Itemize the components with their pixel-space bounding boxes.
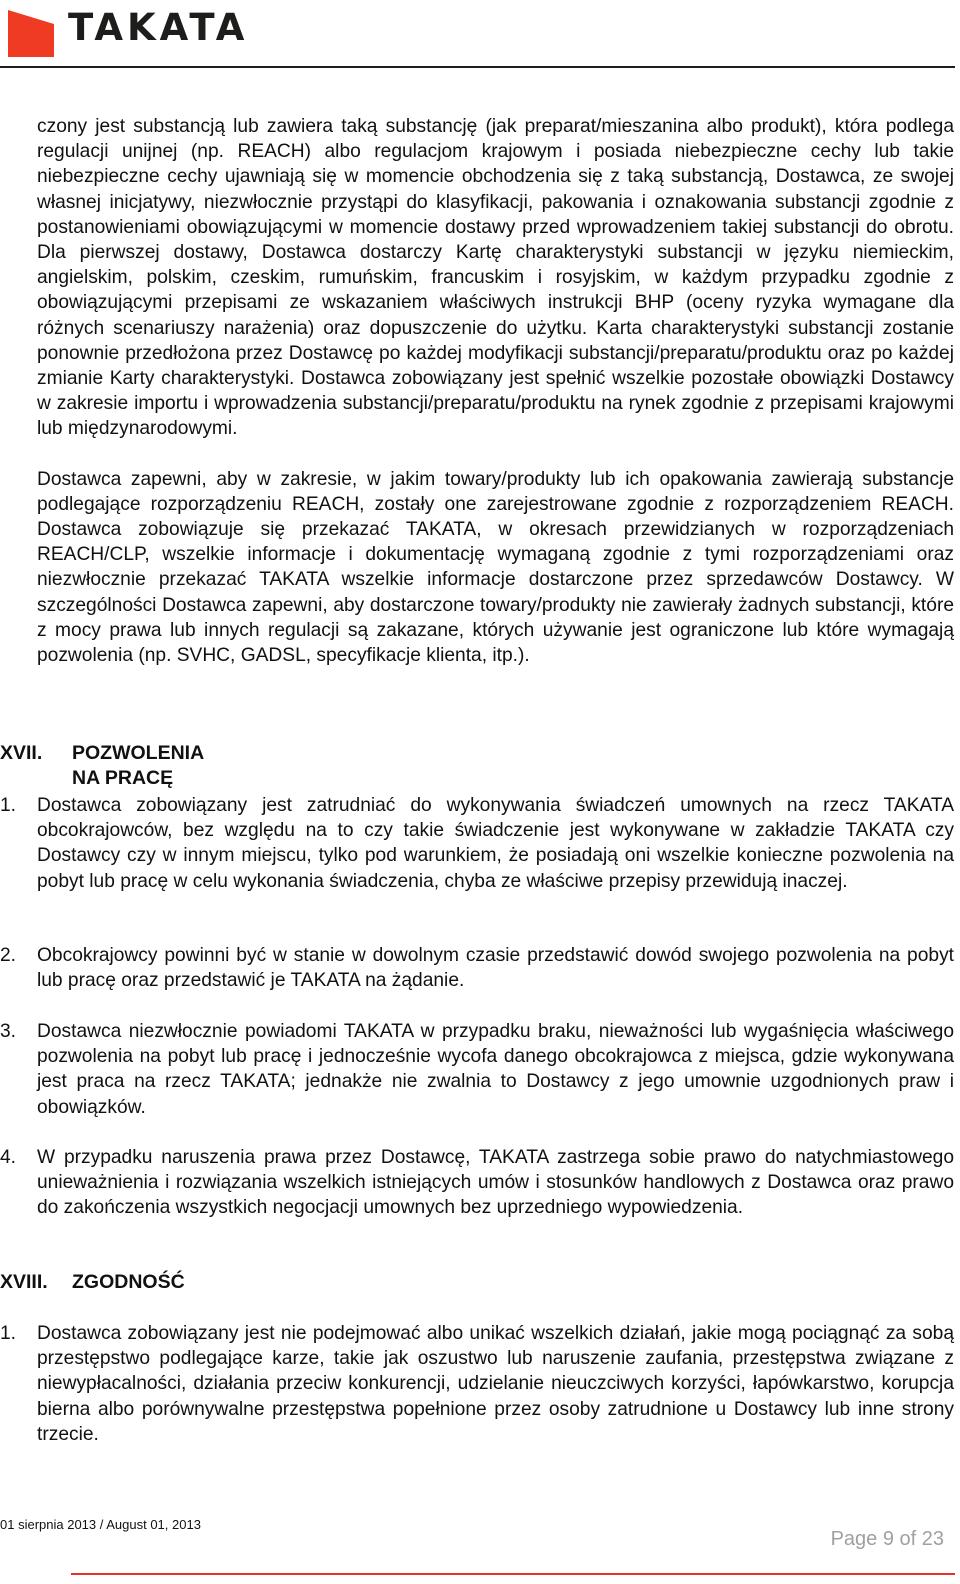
header-divider <box>0 66 955 68</box>
paragraph-reach-registration: Dostawca zapewni, aby w zakresie, w jakim towary/produkty lub ich opakowania zawierają substancje podlegające rozporządzeniu REACH, zostały one zarejestrowane zgodnie z rozporządzeniem REACH. Dostawca zobowiązuje się przekazać TAKATA, w okresach przewidzianych w rozporządzeniach REACH/CLP, wszelkie informacje i dokumentację wymaganą zgodnie z tymi rozporządzeniami oraz niezwłocznie przekazać TAKATA wszelkie informacje dostarczone przez sprzedawców Dostawcy. W szczególności Dostawca zapewni, aby dostarczone towary/produkty nie zawierały żadnych substancji, które z mocy prawa lub innych regulacji są zakazane, których używanie jest ograniczone lub które wymagają pozwolenia (np. SVHC, GADSL, specyfikacje klienta, itp.). <box>37 468 954 667</box>
body-text <box>37 114 954 668</box>
section-number: XVII. <box>0 742 43 764</box>
section-title: POZWOLENIA NA PRACĘ <box>72 742 204 789</box>
list-item-number: 1. <box>0 1323 17 1344</box>
takata-logo-icon <box>8 10 54 57</box>
list-item-text: Dostawca zobowiązany jest nie podejmować albo unikać wszelkich działań, jakie mogą pociągnąć za sobą przestępstwo podlegające karze, takie jak oszustwo lub naruszenie zaufania, przestępstwa związane z niewypłacalności, działania przeciw konkurencji, udzielanie nieuczciwych korzyści, łapówkarstwo, korupcja bierna albo porównywalne przestępstwa popełnione przez osoby zatrudnione u Dostawcy lub inne strony trzecie. <box>37 1323 954 1445</box>
section-heading-xviii <box>0 1270 185 1295</box>
list-item-text: Dostawca niezwłocznie powiadomi TAKATA w przypadku braku, nieważności lub wygaśnięcia właściwego pozwolenia na pobyt lub pracę i jednocześnie wycofa danego obcokrajowca z miejsca, gdzie wykonywana jest praca na rzecz TAKATA; jednakże nie zwalnia to Dostawcy z jego umownie uzgodnionych praw i obowiązków. <box>37 1021 954 1118</box>
footer-divider <box>71 1573 955 1575</box>
list-item-number: 2. <box>0 945 17 966</box>
footer-date: 01 sierpnia 2013 / August 01, 2013 <box>0 1517 201 1532</box>
list-item-number: 3. <box>0 1021 17 1042</box>
list-item-text: Dostawca zobowiązany jest zatrudniać do wykonywania świadczeń umownych na rzecz TAKATA obcokrajowców, bez względu na to czy takie świadczenie jest wykonywane w zakładzie TAKATA czy Dostawcy czy w innym miejscu, tylko pod warunkiem, że posiadają oni wszelkie konieczne pozwolenia na pobyt lub pracę w celu wykonania świadczenia, chyba ze właściwe przepisy przewidują inaczej. <box>37 795 954 892</box>
section-number: XVIII. <box>0 1271 48 1293</box>
logo-text: TAKATA <box>68 6 249 49</box>
section-title: ZGODNOŚĆ <box>72 1271 185 1293</box>
paragraph-reach-classification: czony jest substancją lub zawiera taką substancję (jak preparat/mieszanina albo produkt), która podlega regulacji unijnej (np. REACH) albo regulacjom krajowym i posiada niebezpieczne cechy lub takie niebezpieczne cechy ujawniają się w momencie obchodzenia się z taką substancją, Dostawca, ze swojej własnej inicjatywy, niezwłocznie przystąpi do klasyfikacji, pakowania i oznakowania substancji zgodnie z postanowieniami obowiązującymi w momencie dostawy przed wprowadzeniem takiej substancji do obrotu. Dla pierwszej dostawy, Dostawca dostarczy Kartę charakterystyki substancji w języku niemieckim, angielskim, polskim, czeskim, rumuńskim, francuskim i rosyjskim, w każdym przypadku zgodnie z obowiązującymi przepisami ze wskazaniem właściwych instrukcji BHP (oceny ryzyka wymagane dla różnych scenariuszy narażenia) oraz dopuszczenie do użytku. Karta charakterystyki substancji zostanie ponownie przedłożona przez Dostawcę po każdej modyfikacji substancji/preparatu/produktu oraz po każdej zmianie Karty charakterystyki. Dostawca zobowiązany jest spełnić wszelkie pozostałe obowiązki Dostawcy w zakresie importu i wprowadzenia substancji/preparatu/produktu na rynek zgodnie z przepisami krajowymi lub międzynarodowymi. <box>37 116 954 440</box>
list-item-text: W przypadku naruszenia prawa przez Dostawcę, TAKATA zastrzega sobie prawo do natychmiastowego unieważnienia i rozwiązania wszelkich istniejących umów i stosunków handlowych z Dostawca oraz prawo do zakończenia wszystkich negocjacji umownych bez uprzedniego wypowiedzenia. <box>37 1147 954 1219</box>
list-item-number: 4. <box>0 1147 17 1168</box>
page-number: Page 9 of 23 <box>830 1528 944 1550</box>
page-header <box>0 0 960 68</box>
section-heading-xvii <box>0 741 204 789</box>
list-item-number: 1. <box>0 795 17 816</box>
list-item-text: Obcokrajowcy powinni być w stanie w dowolnym czasie przedstawić dowód swojego pozwolenia na pobyt lub pracę oraz przedstawić je TAKATA na żądanie. <box>37 945 954 992</box>
